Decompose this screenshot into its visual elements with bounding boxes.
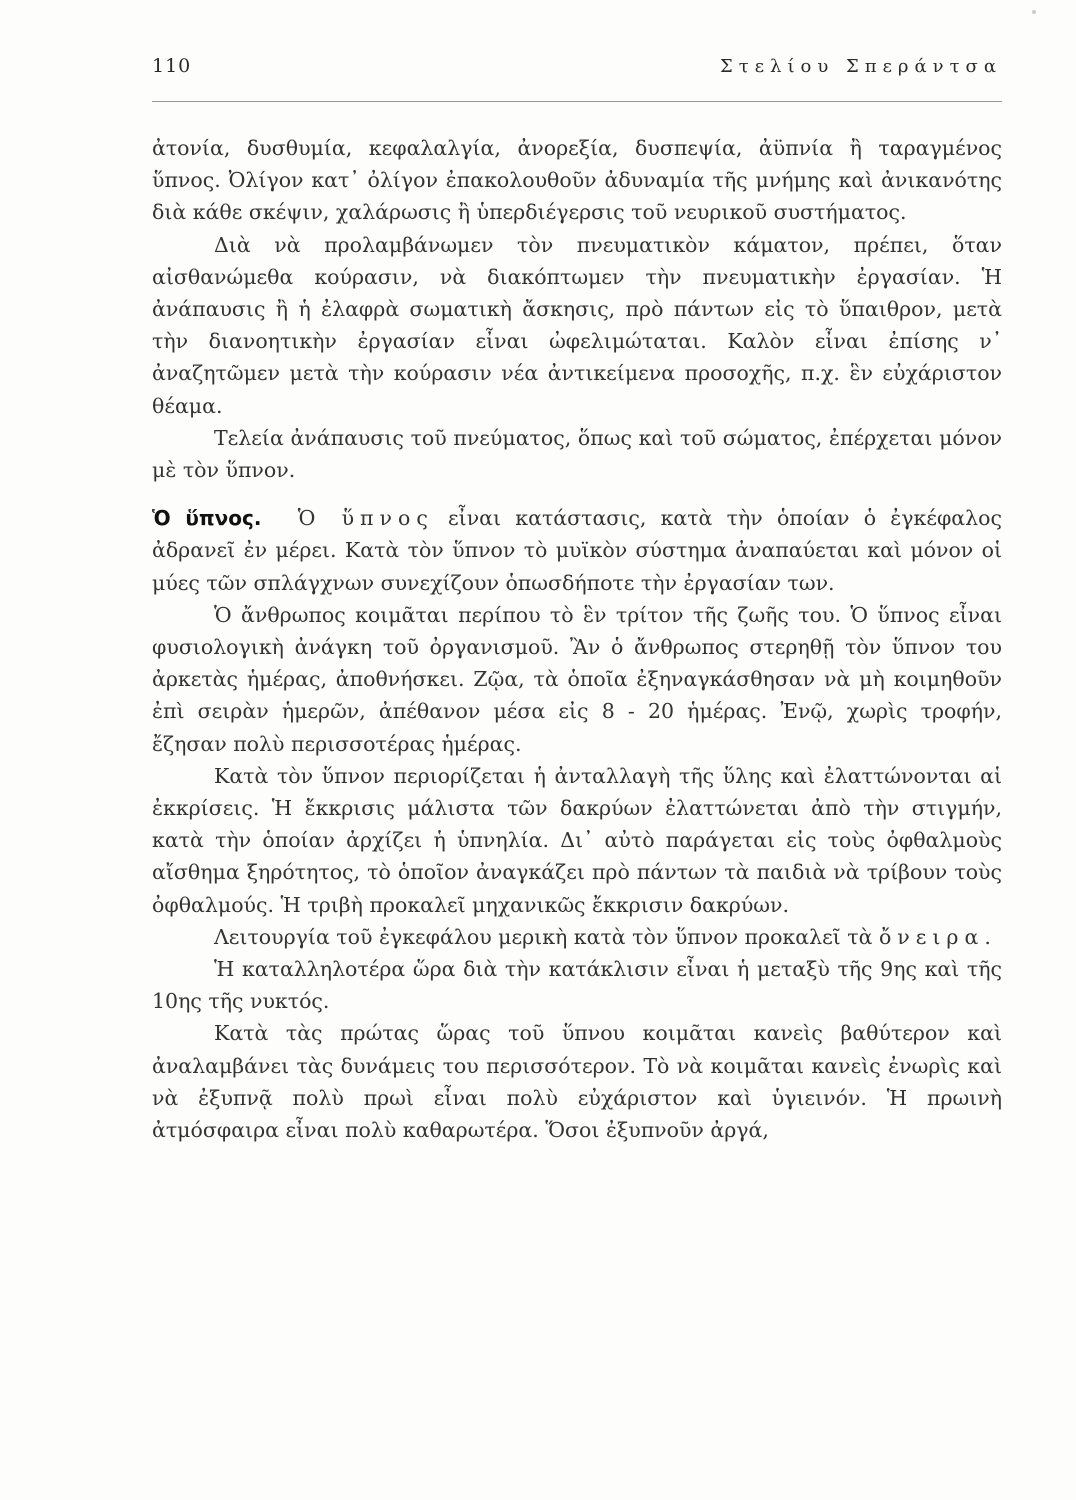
section-text: εἶναι κατάστασις, κατὰ τὴν ὁποίαν ὁ ἐγκέφαλος ἀδρανεῖ ἐν μέρει. Κατὰ τὸν ὕπνον τὸ μυϊκὸν σύστημα ἀναπαύεται καὶ μόνον οἱ μύες τῶν σπλάγχνων συνεχίζουν ὁπωσδήποτε τὴν ἐργασίαν των. — [152, 506, 1002, 595]
book-page — [152, 55, 1002, 1146]
section-heading: Ὁ ὕπνος. — [152, 506, 262, 531]
running-head — [152, 55, 1002, 102]
section-paragraph — [152, 502, 1002, 599]
paragraph: Ἡ καταλληλοτέρα ὥρα διὰ τὴν κατάκλισιν εἶναι ἡ μεταξὺ τῆς 9ης καὶ τῆς 10ης τῆς νυκτός. — [152, 957, 1002, 1014]
paper-speck — [1032, 10, 1036, 14]
paragraph: Τελεία ἀνάπαυσις τοῦ πνεύματος, ὅπως καὶ τοῦ σώματος, ἐπέρχεται μόνον μὲ τὸν ὕπνον. — [152, 425, 1002, 483]
paragraph: ἀτονία, δυσθυμία, κεφαλαλγία, ἀνορεξία, δυσπεψία, ἀϋπνία ἢ ταραγμένος ὕπνος. Ὀλίγον κατ᾽ ὀλίγον ἐπακολουθοῦν ἀδυναμία τῆς μνήμης καὶ ἀνικανότης διὰ κάθε σκέψιν, χαλάρωσις ἢ ὑπερδιέγερσις τοῦ νευρικοῦ συστήματος. — [152, 136, 1002, 225]
paragraph: Διὰ νὰ προλαμβάνωμεν τὸν πνευματικὸν κάματον, πρέπει, ὅταν αἰσθανώμεθα κούρασιν, νὰ διακόπτωμεν τὴν πνευματικὴν ἐργασίαν. Ἡ ἀνάπαυσις ἢ ἡ ἐλαφρὰ σωματικὴ ἄσκησις, πρὸ πάντων εἰς τὸ ὕπαιθρον, μετὰ τὴν διανοητικὴν ἐργασίαν εἶναι ὠφελιμώταται. Καλὸν εἶναι ἐπίσης ν᾽ ἀναζητῶμεν μετὰ τὴν κούρασιν νέα ἀντικείμενα προσοχῆς, π.χ. ἓν εὐχάριστον θέαμα. — [152, 232, 1002, 418]
body-text — [152, 132, 1002, 1146]
paragraph: Κατὰ τὰς πρώτας ὥρας τοῦ ὕπνου κοιμᾶται κανεὶς βαθύτερον καὶ ἀναλαμβάνει τὰς δυνάμεις του περισσότερον. Τὸ νὰ κοιμᾶται κανεὶς ἐνωρὶς καὶ νὰ ἐξυπνᾷ πολὺ πρωὶ εἶναι πολὺ εὐχάριστον καὶ ὑγιεινόν. Ἡ πρωινὴ ἀτμόσφαιρα εἶναι πολὺ καθαρωτέρα. Ὅσοι ἐξυπνοῦν ἀργά, — [152, 1021, 1002, 1143]
dreams-text: Λειτουργία τοῦ ἐγκεφάλου μερικὴ κατὰ τὸν ὕπνον προκαλεῖ τὰ — [214, 924, 873, 949]
paragraph: Κατὰ τὸν ὕπνον περιορίζεται ἡ ἀνταλλαγὴ τῆς ὕλης καὶ ἐλαττώνονται αἱ ἐκκρίσεις. Ἡ ἔκκρισις μάλιστα τῶν δακρύων ἐλαττώνεται ἀπὸ τὴν στιγμήν, κατὰ τὴν ὁποίαν ἀρχίζει ἡ ὑπνηλία. Δι᾽ αὐτὸ παράγεται εἰς τοὺς ὀφθαλμοὺς αἴσθημα ξηρότητος, τὸ ὁποῖον ἀναγκάζει πρὸ πάντων τὰ παιδιὰ νὰ τρίβουν τοὺς ὀφθαλμούς. Ἡ τριβὴ προκαλεῖ μηχανικῶς ἔκκρισιν δακρύων. — [152, 763, 1002, 917]
page-number: 110 — [152, 55, 192, 77]
paragraph: Ὁ ἄνθρωπος κοιμᾶται περίπου τὸ ἓν τρίτον τῆς ζωῆς του. Ὁ ὕπνος εἶναι φυσιολογικὴ ἀνάγκη τοῦ ὀργανισμοῦ. Ἂν ὁ ἄνθρωπος στερηθῇ τὸν ὕπνον του ἀρκετὰς ἡμέρας, ἀποθνήσκει. Ζῷα, τὰ ὁποῖα ἐξηναγκάσθησαν νὰ μὴ κοιμηθοῦν ἐπὶ σειρὰν ἡμερῶν, ἀπέθανον μέσα εἰς 8 - 20 ἡμέρας. Ἐνῷ, χωρὶς τροφήν, ἔζησαν πολὺ περισσοτέρας ἡμέρας. — [152, 602, 1002, 756]
paragraph — [152, 921, 1002, 953]
running-title: Στελίου Σπεράντσα — [720, 56, 1002, 77]
spaced-term: ὄνειρα. — [878, 924, 997, 949]
spaced-term: Ὁ ὕπνος — [297, 506, 434, 531]
